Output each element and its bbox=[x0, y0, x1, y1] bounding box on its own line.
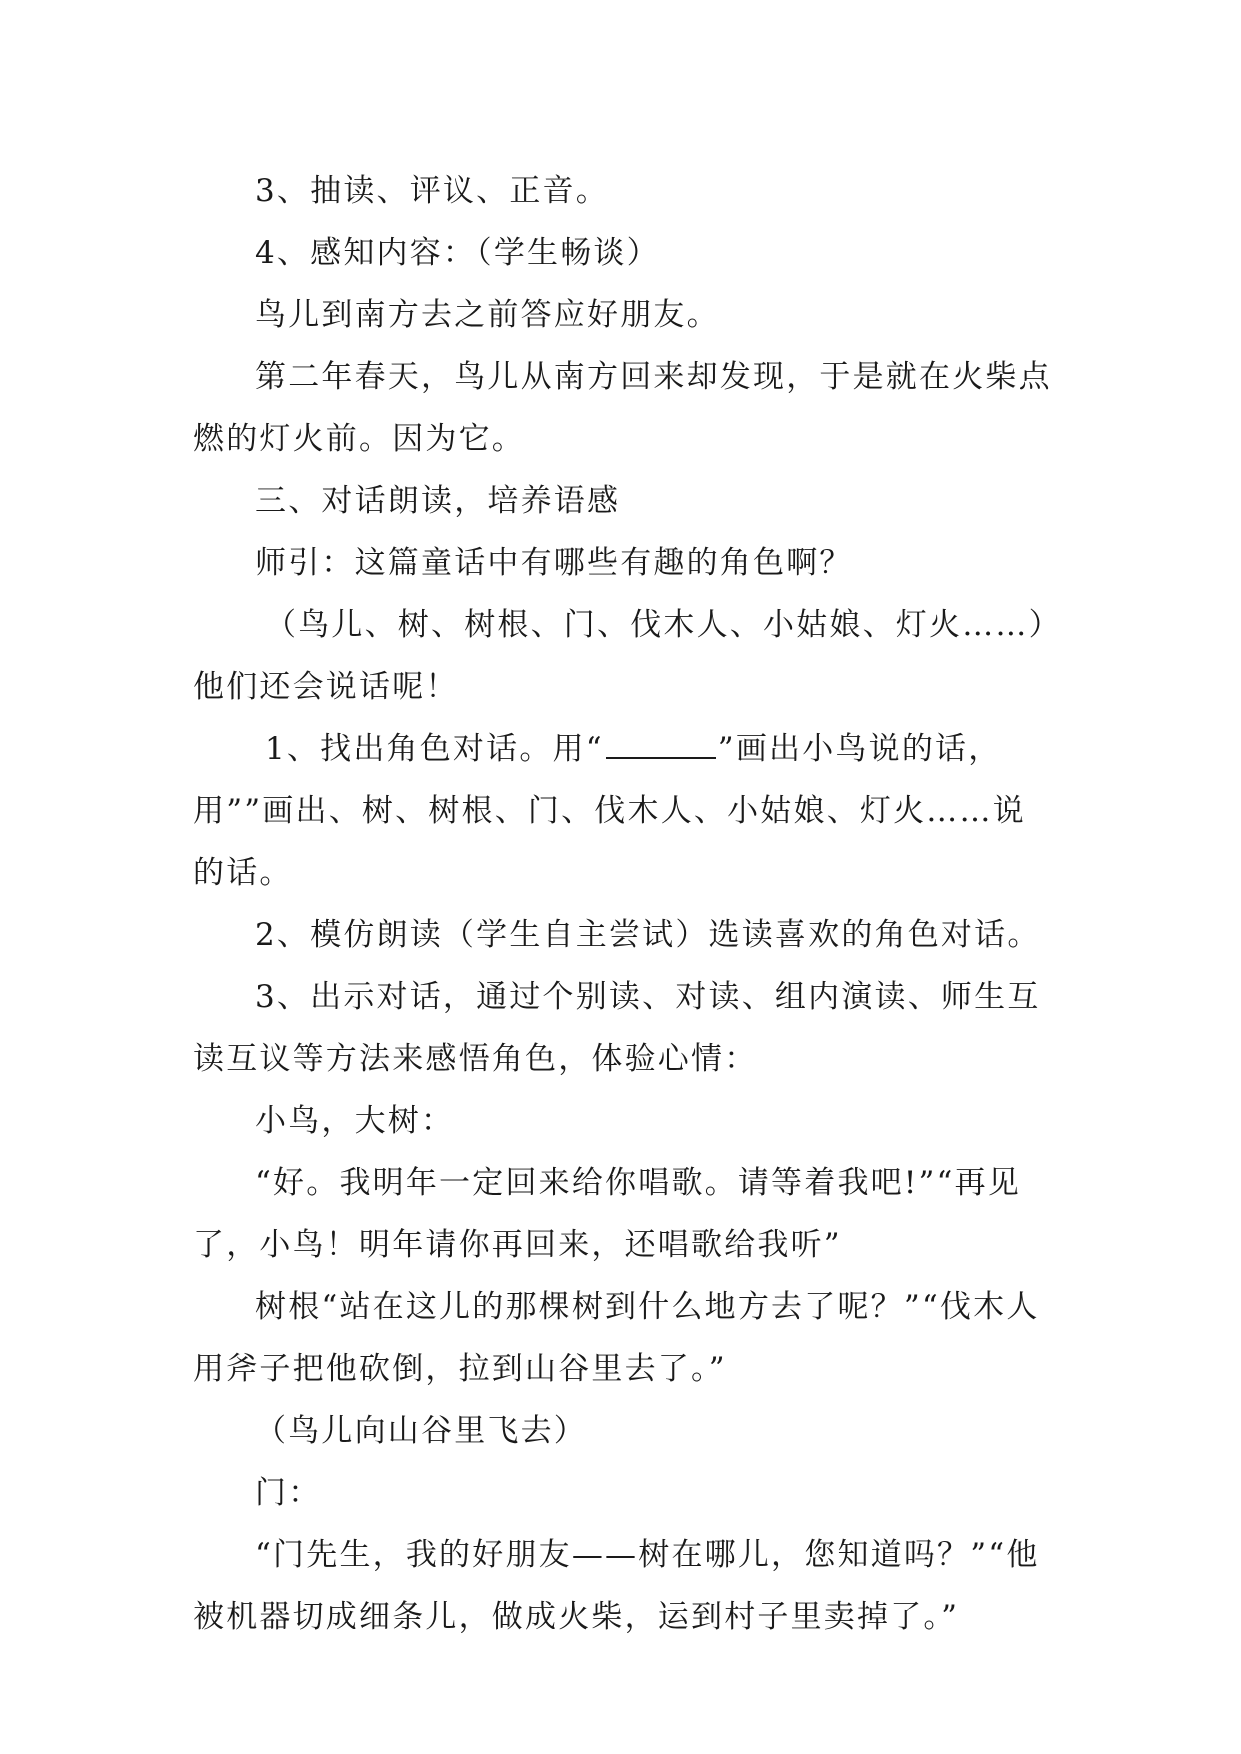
paragraph-bird-tree-label: 小鸟，大树： bbox=[255, 1103, 455, 1139]
paragraph-bird-flies: （鸟儿向山谷里飞去） bbox=[255, 1413, 587, 1449]
find-dialogue-text-end: ”画出小鸟说的话，用””画出、树、树根、门、伐木人、小姑娘、灯火……说的话。 bbox=[193, 731, 1026, 891]
paragraph-teacher-prompt: 师引：这篇童话中有哪些有趣的角色啊？ bbox=[255, 545, 853, 581]
paragraph-spot-reading: 3、抽读、评议、正音。 bbox=[255, 173, 609, 209]
section-heading-dialogue-reading: 三、对话朗读，培养语感 bbox=[255, 483, 621, 519]
paragraph-door-label: 门： bbox=[255, 1475, 322, 1511]
paragraph-role-list: （鸟儿、树、树根、门、伐木人、小姑娘、灯火……）他们还会说话呢！ bbox=[193, 607, 1047, 705]
paragraph-imitate-reading: 2、模仿朗读（学生自主尝试）选读喜欢的角色对话。 bbox=[255, 917, 1041, 953]
paragraph-root-dialogue: 树根“站在这儿的那棵树到什么地方去了呢？”“伐木人用斧子把他砍倒，拉到山谷里去了。” bbox=[193, 1289, 1040, 1387]
paragraph-bird-promise: 鸟儿到南方去之前答应好朋友。 bbox=[255, 297, 720, 333]
wavy-underline-sample bbox=[606, 757, 716, 759]
paragraph-bird-tree-dialogue: “好。我明年一定回来给你唱歌。请等着我吧!”“再见了，小鸟！明年请你再回来，还唱歌给我听” bbox=[193, 1165, 1021, 1263]
body-text bbox=[193, 160, 1055, 1648]
paragraph-perceive-content: 4、感知内容：（学生畅谈） bbox=[255, 235, 660, 271]
paragraph-door-dialogue: “门先生，我的好朋友——树在哪儿，您知道吗？”“他被机器切成细条儿，做成火柴，运到村子里卖掉了。” bbox=[193, 1537, 1040, 1635]
paragraph-find-dialogue bbox=[193, 718, 1055, 904]
paragraph-second-spring: 第二年春天，鸟儿从南方回来却发现，于是就在火柴点燃的灯火前。因为它。 bbox=[193, 359, 1052, 457]
find-dialogue-text-start: 1、找出角色对话。用“ bbox=[265, 731, 604, 767]
paragraph-show-dialogue: 3、出示对话，通过个别读、对读、组内演读、师生互读互议等方法来感悟角色，体验心情： bbox=[193, 979, 1041, 1077]
